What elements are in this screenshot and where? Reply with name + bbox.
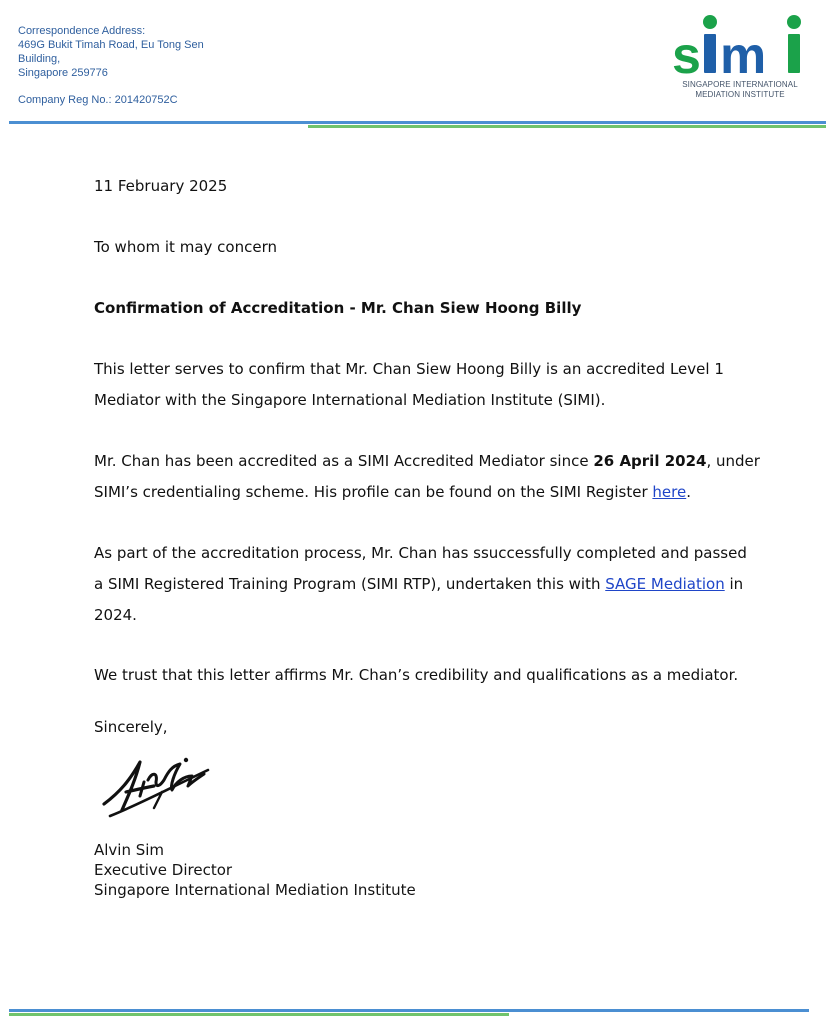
address-line: 469G Bukit Timah Road, Eu Tong Sen [18,39,204,51]
paragraph-trust: We trust that this letter affirms Mr. Chan’s credibility and qualifications as a mediator. [94,666,739,684]
para3-prefix: As part of the accreditation process, Mr. Chan has ssuccessfully completed and passed a SIMI Registered Training Program (SIMI RTP), undertaken this with [94,544,747,593]
logo-tagline-line1: SINGAPORE INTERNATIONAL [682,80,798,89]
logo-letter-s: s [672,27,701,85]
sage-mediation-link[interactable]: SAGE Mediation [605,575,725,593]
handwritten-signature [100,752,220,832]
letter-closing: Sincerely, [94,718,168,736]
header-rule-green [308,125,826,128]
signer-name: Alvin Sim [94,841,165,859]
logo-letter-i [788,34,800,73]
header-rule-blue [9,121,826,124]
address-line: Singapore 259776 [18,67,108,79]
logo-tagline [668,80,812,100]
accreditation-date: 26 April 2024 [593,452,707,470]
para2-suffix: . [686,483,691,501]
footer-rule-green [9,1013,509,1016]
register-link[interactable]: here [652,483,687,501]
para2-middle: , under SIMI’s credentialing scheme. His profile can be found on the SIMI Register [94,452,760,501]
logo-dot [787,15,801,29]
paragraph-accreditation-date [94,446,764,508]
logo-tagline-line2: MEDIATION INSTITUTE [695,90,785,99]
signer-block [94,840,416,900]
para3-suffix: in 2024. [94,575,744,624]
logo-dot [703,15,717,29]
logo-letter-i [704,34,716,73]
letter-salutation: To whom it may concern [94,238,277,256]
signer-organization: Singapore International Mediation Institute [94,881,416,899]
footer-rule-blue [9,1009,809,1012]
paragraph-confirmation: This letter serves to confirm that Mr. Chan Siew Hoong Billy is an accredited Level 1 Mediator with the Singapore International Mediation Institute (SIMI). [94,360,724,409]
letter-date: 11 February 2025 [94,177,228,195]
subject-text: Confirmation of Accreditation - Mr. Chan Siew Hoong Billy [94,299,582,317]
company-reg-no: Company Reg No.: 201420752C [18,94,178,106]
correspondence-address [18,24,204,107]
address-line: Building, [18,53,61,65]
address-line: Correspondence Address: [18,25,146,37]
signer-title: Executive Director [94,861,233,879]
para2-prefix: Mr. Chan has been accredited as a SIMI Accredited Mediator since [94,452,594,470]
paragraph-training [94,538,754,631]
logo-letter-m: m [720,27,767,85]
letter-subject [94,293,784,324]
